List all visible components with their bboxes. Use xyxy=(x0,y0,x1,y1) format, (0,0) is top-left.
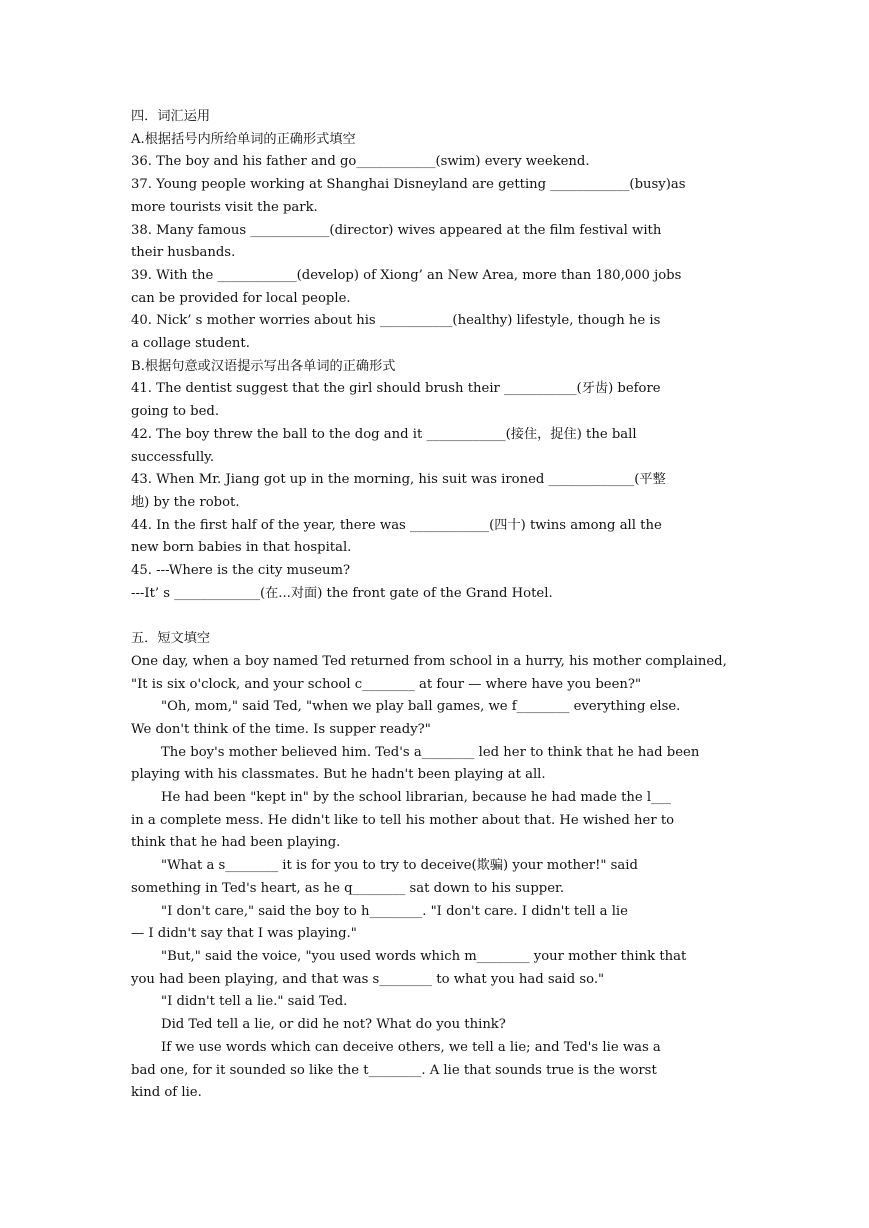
passage-line: Did Ted tell a lie, or did he not? What do you think? xyxy=(161,1017,506,1033)
passage-line: The boy's mother believed him. Ted's a________ led her to think that he had been xyxy=(161,744,700,760)
question-43-line2: 地) by the robot. xyxy=(131,494,240,510)
section4-title: 四．词汇运用 xyxy=(131,109,211,124)
passage-line: "I don't care," said the boy to h________. "I don't care. I didn't tell a lie xyxy=(161,903,628,919)
passage-line: — I didn't say that I was playing." xyxy=(131,926,357,942)
question-44-line2: new born babies in that hospital. xyxy=(131,540,352,556)
question-39-line2: can be provided for local people. xyxy=(131,290,351,306)
passage-line: "It is six o'clock, and your school c________ at four — where have you been?" xyxy=(131,676,642,692)
question-38-line2: their husbands. xyxy=(131,245,236,261)
passage-line: bad one, for it sounded so like the t________. A lie that sounds true is the worst xyxy=(131,1062,657,1078)
passage-line: you had been playing, and that was s________ to what you had said so." xyxy=(131,971,605,987)
question-42-line2: successfully. xyxy=(131,449,215,465)
passage-line: "What a s________ it is for you to try to deceive(欺骗) your mother!" said xyxy=(161,858,638,874)
question-41-line2: going to bed. xyxy=(131,404,220,420)
question-40-line2: a collage student. xyxy=(131,336,250,352)
question-44-line1: 44. In the first half of the year, there was ____________(四十) twins among all the xyxy=(131,517,662,533)
passage-line: playing with his classmates. But he hadn't been playing at all. xyxy=(131,767,546,783)
question-41-line1: 41. The dentist suggest that the girl should brush their ___________(牙齿) before xyxy=(131,381,661,397)
passage-line: kind of lie. xyxy=(131,1085,202,1101)
question-38-line1: 38. Many famous ____________(director) wives appeared at the film festival with xyxy=(131,222,662,238)
question-45-line1: 45. ---Where is the city museum? xyxy=(131,563,351,579)
section-spacer xyxy=(131,605,737,628)
passage-line: in a complete mess. He didn't like to tell his mother about that. He wished her to xyxy=(131,812,675,828)
question-43-line1: 43. When Mr. Jiang got up in the morning, his suit was ironed _____________(平整 xyxy=(131,472,666,488)
passage-line: One day, when a boy named Ted returned from school in a hurry, his mother complained, xyxy=(131,653,727,669)
passage-line: If we use words which can deceive others, we tell a lie; and Ted's lie was a xyxy=(161,1039,661,1055)
part-b-instruction: B.根据句意或汉语提示写出各单词的正确形式 xyxy=(131,358,396,374)
question-39-line1: 39. With the ____________(develop) of Xiong’ an New Area, more than 180,000 jobs xyxy=(131,267,682,283)
worksheet-content xyxy=(131,106,737,1105)
question-37-line2: more tourists visit the park. xyxy=(131,199,318,215)
question-45-line2: ---It’ s _____________(在...对面) the front gate of the Grand Hotel. xyxy=(131,585,553,601)
question-36: 36. The boy and his father and go____________(swim) every weekend. xyxy=(131,154,590,170)
passage-line: He had been "kept in" by the school librarian, because he had made the l___ xyxy=(161,790,671,806)
passage-line: "But," said the voice, "you used words which m________ your mother think that xyxy=(161,949,687,964)
question-42-line1: 42. The boy threw the ball to the dog and it ____________(接住，捉住) the ball xyxy=(131,426,637,442)
question-40-line1: 40. Nick’ s mother worries about his ___________(healthy) lifestyle, though he is xyxy=(131,313,661,329)
passage-line: "I didn't tell a lie." said Ted. xyxy=(161,994,348,1010)
part-a-instruction: A.根据括号内所给单词的正确形式填空 xyxy=(131,131,356,147)
passage-line: think that he had been playing. xyxy=(131,835,341,851)
passage-line: something in Ted's heart, as he q________ sat down to his supper. xyxy=(131,880,565,896)
section5-title: 五．短文填空 xyxy=(131,631,211,647)
passage-line: We don't think of the time. Is supper ready?" xyxy=(131,721,431,737)
question-37-line1: 37. Young people working at Shanghai Disneyland are getting ____________(busy)as xyxy=(131,177,686,193)
passage-line: "Oh, mom," said Ted, "when we play ball games, we f________ everything else. xyxy=(161,699,681,715)
